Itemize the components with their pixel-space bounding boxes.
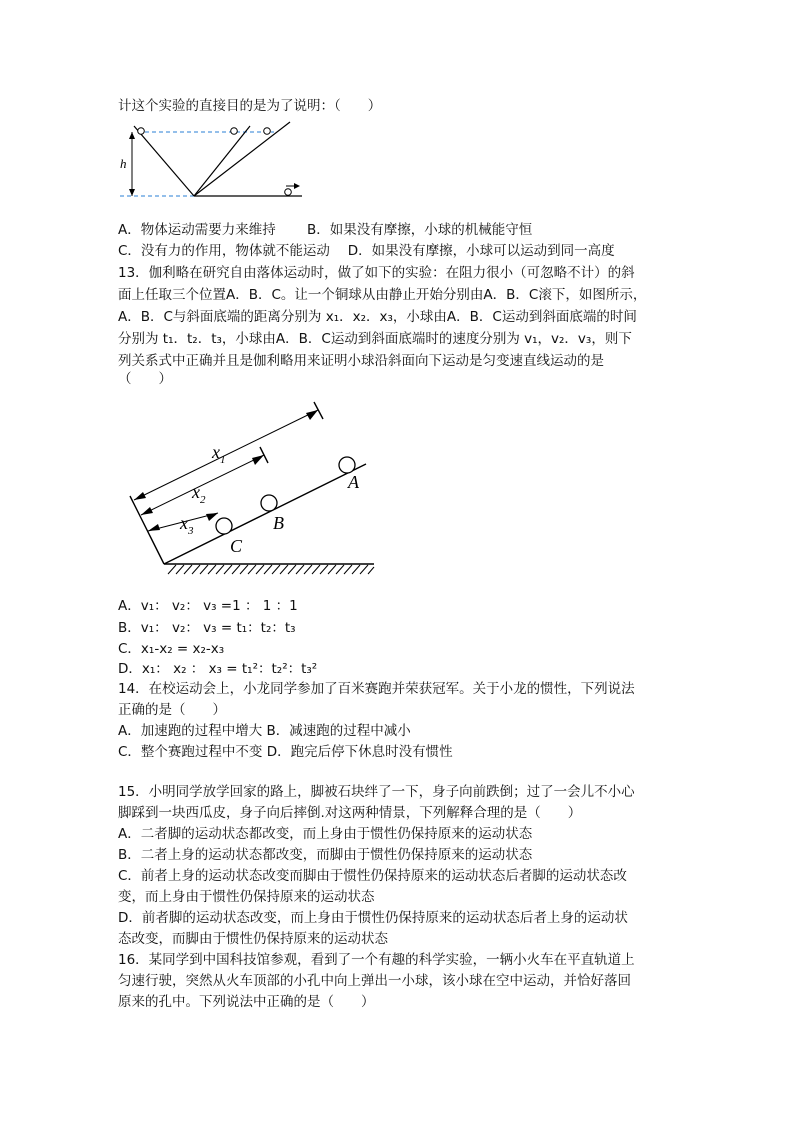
q14-option-ab: A．加速跑的过程中增大 B．减速跑的过程中减小 xyxy=(118,723,411,739)
q13-option-b: B．v₁： v₂： v₃ = t₁：t₂：t₃ xyxy=(118,620,296,636)
q13-incline-figure xyxy=(118,398,378,578)
q13-option-c: C．x₁-x₂ = x₂-x₃ xyxy=(118,641,225,657)
x2-label: $x_2$ xyxy=(192,482,206,506)
q12-option-c: C．没有力的作用，物体就不能运动 D．如果没有摩擦，小球可以运动到同一高度 xyxy=(118,243,615,259)
q15-option-c: C．前者上身的运动状态改变而脚由于惯性仍保持原来的运动状态后者脚的运动状态改 xyxy=(118,868,627,884)
h-label: h xyxy=(120,156,127,171)
q15-line2: 脚踩到一块西瓜皮，身子向后摔倒.对这两种情景，下列解释合理的是（ ） xyxy=(118,805,582,821)
q14-line2: 正确的是（ ） xyxy=(118,702,226,718)
point-b-label: B xyxy=(273,513,284,533)
q15-line1: 15．小明同学放学回家的路上，脚被石块绊了一下，身子向前跌倒；过了一会儿不小心 xyxy=(118,784,635,800)
q13-line3: A．B．C与斜面底端的距离分别为 x₁．x₂．x₃，小球由A．B．C运动到斜面底端的时间 xyxy=(118,309,637,325)
q13-line5: 列关系式中正确并且是伽利略用来证明小球沿斜面向下运动是匀变速直线运动的是 xyxy=(118,353,604,369)
q12-option-a: A．物体运动需要力来维持 B．如果没有摩擦，小球的机械能守恒 xyxy=(118,222,533,238)
x3-label: $x_3$ xyxy=(180,513,194,537)
q15-option-c-cont: 变，而上身由于惯性仍保持原来的运动状态 xyxy=(118,889,375,905)
point-c-label: C xyxy=(230,536,243,556)
q15-option-d-cont: 态改变，而脚由于惯性仍保持原来的运动状态 xyxy=(118,931,388,947)
q14-option-cd: C．整个赛跑过程中不变 D．跑完后停下休息时没有惯性 xyxy=(118,744,453,760)
q15-option-d: D．前者脚的运动状态改变，而上身由于惯性仍保持原来的运动状态后者上身的运动状 xyxy=(118,910,628,926)
q13-option-a: A．v₁： v₂： v₃ =1 ： 1 ：1 xyxy=(118,598,298,614)
q12-stem: 计这个实验的直接目的是为了说明：（ ） xyxy=(118,98,382,114)
q13-line6: （ ） xyxy=(118,371,172,387)
q13-line1: 13．伽利略在研究自由落体运动时，做了如下的实验：在阻力很小（可忽略不计）的斜 xyxy=(118,265,635,281)
q16-line2: 匀速行驶，突然从火车顶部的小孔中向上弹出一小球，该小球在空中运动，并恰好落回 xyxy=(118,973,631,989)
q16-line1: 16．某同学到中国科技馆参观，看到了一个有趣的科学实验，一辆小火车在平直轨道上 xyxy=(118,952,635,968)
q13-line2: 面上任取三个位置A．B．C。让一个铜球从由静止开始分别由A．B．C滚下，如图所示， xyxy=(118,287,647,303)
q12-figure xyxy=(116,120,316,205)
point-a-label: A xyxy=(348,472,359,492)
q13-option-d: D．x₁： x₂ ： x₃ = t₁²：t₂²：t₃² xyxy=(118,661,318,677)
q16-line3: 原来的孔中。下列说法中正确的是（ ） xyxy=(118,994,375,1010)
x1-label: $x_1$ xyxy=(212,442,226,466)
q15-option-a: A．二者脚的运动状态都改变，而上身由于惯性仍保持原来的运动状态 xyxy=(118,826,533,842)
q15-option-b: B．二者上身的运动状态都改变，而脚由于惯性仍保持原来的运动状态 xyxy=(118,847,533,863)
q14-line1: 14．在校运动会上，小龙同学参加了百米赛跑并荣获冠军。关于小龙的惯性，下列说法 xyxy=(118,681,635,697)
q13-line4: 分别为 t₁．t₂．t₃，小球由A．B．C运动到斜面底端时的速度分别为 v₁，v₂．v₃，则下 xyxy=(118,331,632,347)
